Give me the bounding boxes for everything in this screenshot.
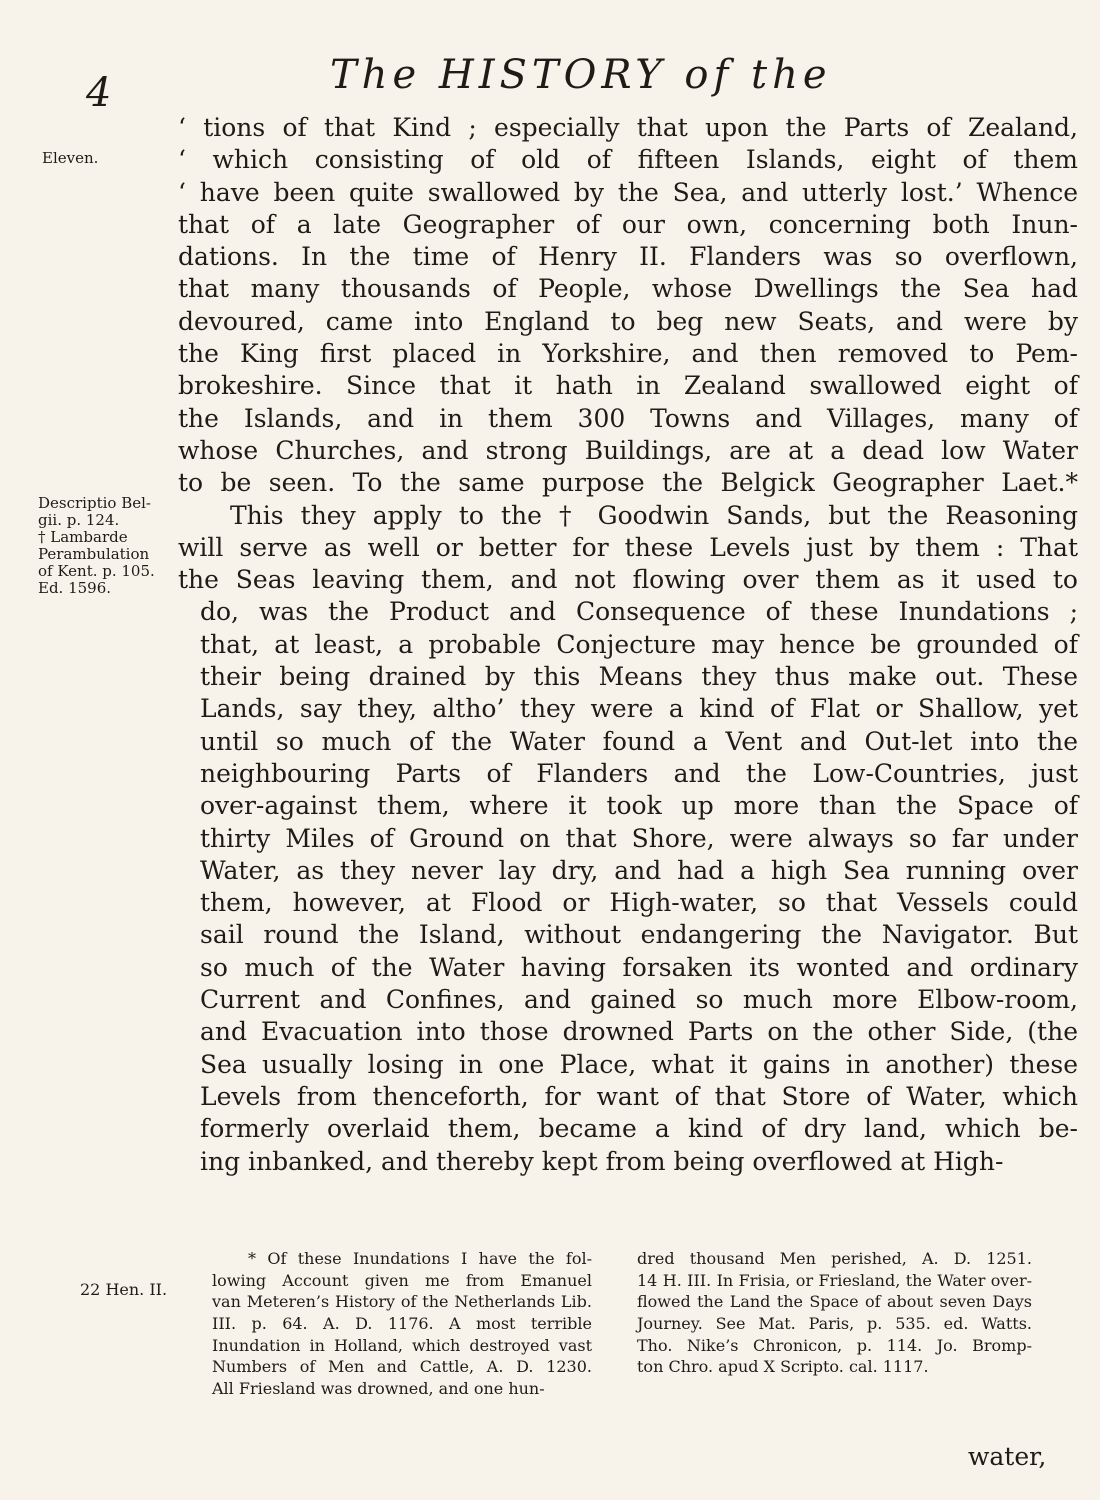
margin-note-line: † Lambarde: [38, 528, 128, 546]
body-line: to be seen. To the same purpose the Belgick Geographer Laet.*: [178, 468, 1078, 498]
body-line: Sea usually losing in one Place, what it gains in another) these: [200, 1049, 1078, 1079]
body-line: the Islands, and in them 300 Towns and Villages, many of: [178, 403, 1078, 433]
body-line: that, at least, a probable Conjecture may hence be grounded of: [200, 629, 1078, 659]
body-line: that many thousands of People, whose Dwellings the Sea had: [178, 274, 1078, 304]
body-line: that of a late Geographer of our own, concerning both Inun-: [178, 209, 1078, 239]
footnote-line: * Of these Inundations I have the fol-: [248, 1249, 592, 1268]
footnote-line: All Friesland was drowned, and one hun-: [212, 1379, 545, 1399]
body-line: them, however, at Flood or High-water, so that Vessels could: [200, 888, 1078, 918]
footnote-line: ton Chro. apud X Scripto. cal. 1117.: [637, 1357, 929, 1377]
body-line: Levels from thenceforth, for want of that Store of Water, which: [200, 1081, 1078, 1111]
margin-note-descriptio: [38, 495, 155, 597]
margin-note-line: Ed. 1596.: [38, 579, 112, 597]
body-line: over-against them, where it took up more than the Space of: [200, 791, 1078, 821]
footnote-line: dred thousand Men perished, A. D. 1251.: [637, 1249, 1032, 1268]
footnote-line: III. p. 64. A. D. 1176. A most terrible: [212, 1314, 592, 1334]
body-line: do, was the Product and Consequence of these Inundations ;: [200, 597, 1078, 627]
footnote-margin-note: 22 Hen. II.: [80, 1280, 168, 1299]
body-line: until so much of the Water found a Vent and Out-let into the: [200, 726, 1078, 756]
body-line: neighbouring Parts of Flanders and the Low-Countries, just: [200, 758, 1078, 788]
body-line: Current and Confines, and gained so much more Elbow-room,: [200, 985, 1078, 1015]
body-line: ing inbanked, and thereby kept from being overflowed at High-: [200, 1146, 1004, 1176]
body-line: the King first placed in Yorkshire, and then removed to Pem-: [178, 339, 1078, 369]
body-line: ‘ have been quite swallowed by the Sea, and utterly lost.’ Whence: [178, 177, 1078, 207]
margin-note-line: gii. p. 124.: [38, 511, 120, 529]
footnote-line: Journey. See Mat. Paris, p. 535. ed. Watts.: [637, 1314, 1032, 1334]
body-line: whose Churches, and strong Buildings, are at a dead low Water: [178, 435, 1078, 465]
body-line: so much of the Water having forsaken its wonted and ordinary: [200, 952, 1078, 982]
footnote-line: Inundation in Holland, which destroyed vast: [212, 1335, 592, 1355]
margin-note-eleven: Eleven.: [42, 149, 99, 167]
body-line: and Evacuation into those drowned Parts on the other Side, (the: [200, 1017, 1078, 1047]
footnote-line: flowed the Land the Space of about seven Days: [637, 1292, 1032, 1312]
body-line: brokeshire. Since that it hath in Zealand swallowed eight of: [178, 371, 1078, 401]
footnote-right-column: [637, 1248, 1032, 1378]
body-line: ‘ which consisting of old of fifteen Islands, eight of them: [178, 145, 1078, 175]
body-line: Water, as they never lay dry, and had a high Sea running over: [200, 855, 1078, 885]
footnote-line: van Meteren’s History of the Netherlands Lib.: [212, 1292, 592, 1312]
body-line: thirty Miles of Ground on that Shore, were always so far under: [200, 823, 1078, 853]
margin-note-line: of Kent. p. 105.: [38, 562, 155, 580]
body-line: ‘ tions of that Kind ; especially that upon the Parts of Zealand,: [178, 113, 1078, 142]
body-line: formerly overlaid them, became a kind of dry land, which be-: [200, 1114, 1078, 1144]
margin-note-line: Descriptio Bel-: [38, 494, 151, 512]
catchword: water,: [968, 1442, 1047, 1471]
body-line: This they apply to the † Goodwin Sands, but the Reasoning: [230, 500, 1078, 530]
body-line: sail round the Island, without endangering the Navigator. But: [200, 920, 1078, 950]
running-head: The HISTORY of the: [330, 52, 832, 98]
page-number: 4: [86, 70, 112, 116]
footnote-line: Tho. Nike’s Chronicon, p. 114. Jo. Bromp-: [637, 1335, 1032, 1355]
margin-note-line: Perambulation: [38, 545, 150, 563]
footnote-line: Numbers of Men and Cattle, A. D. 1230.: [212, 1357, 592, 1377]
footnote-line: 14 H. III. In Frisia, or Friesland, the Water over-: [637, 1270, 1032, 1290]
footnote-line: lowing Account given me from Emanuel: [212, 1270, 592, 1290]
body-line: the Seas leaving them, and not flowing over them as it used to: [178, 565, 1078, 595]
body-text: [178, 112, 1078, 1178]
body-line: dations. In the time of Henry II. Flanders was so overflown,: [178, 242, 1078, 272]
body-line: Lands, say they, altho’ they were a kind of Flat or Shallow, yet: [200, 694, 1078, 724]
body-line: devoured, came into England to beg new Seats, and were by: [178, 306, 1078, 336]
body-line: their being drained by this Means they thus make out. These: [200, 662, 1078, 692]
footnote-left-column: [212, 1248, 592, 1400]
body-line: will serve as well or better for these Levels just by them : That: [178, 532, 1078, 562]
